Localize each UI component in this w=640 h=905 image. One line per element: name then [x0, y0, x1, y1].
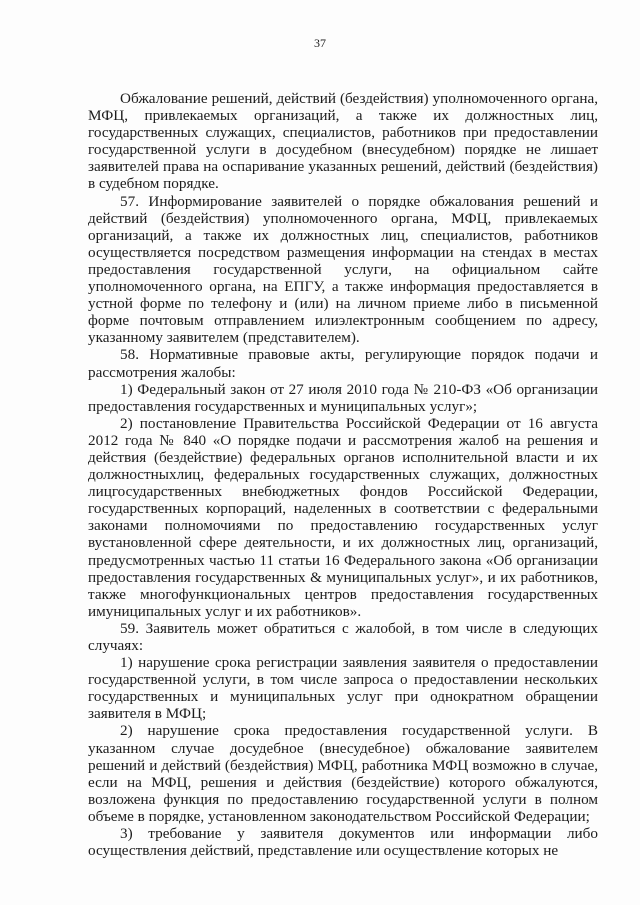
- paragraph-appeal-intro: Обжалование решений, действий (бездействия) уполномоченного органа, МФЦ, привлекаемых организаций, а также их должностных лиц, государственных служащих, специалистов, работников при предоставлении государственной услуги в досудебном (внесудебном) порядке не лишает заявителей права на оспаривание указанных решений, действий (бездействия) в судебном порядке.: [88, 90, 598, 193]
- paragraph-59-item-2: 2) нарушение срока предоставления государственной услуги. В указанном случае досудебное (внесудебное) обжалование заявителем решений и действий (бездействия) МФЦ, работника МФЦ возможно в случае, если на МФЦ, решения и действия (бездействие) которого обжалуются, возложена функция по предоставлению государственной услуги в полном объеме в порядке, установленном законодательством Российской Федерации;: [88, 722, 598, 825]
- paragraph-58-item-1: 1) Федеральный закон от 27 июля 2010 года № 210-ФЗ «Об организации предоставления государственных и муниципальных услуг»;: [88, 380, 598, 415]
- paragraph-57: 57. Информирование заявителей о порядке обжалования решений и действий (бездействия) уполномоченного органа, МФЦ, привлекаемых организаций, а также их должностных лиц, специалистов, работников осуществляется посредством размещения информации на стендах в местах предоставления государственной услуги, на официальном сайте уполномоченного органа, на ЕПГУ, а также информация предоставляется в устной форме по телефону и (или) на личном приеме либо в письменной форме почтовым отправлением илиэлектронным сообщением по адресу, указанному заявителем (представителем).: [88, 192, 598, 347]
- paragraph-59: 59. Заявитель может обратиться с жалобой, в том числе в следующих случаях:: [88, 619, 598, 654]
- paragraph-58-item-2: 2) постановление Правительства Российской Федерации от 16 августа 2012 года № 840 «О порядке подачи и рассмотрения жалоб на решения и действия (бездействие) федеральных органов исполнительной власти и их должностныхлиц, федеральных государственных служащих, должностных лицгосударственных внебюджетных фондов Российской Федерации, государственных корпораций, наделенных в соответствии с федеральными законами полномочиями по предоставлению государственных услуг вустановленной сфере деятельности, и их должностных лиц, организаций, предусмотренных частью 11 статьи 16 Федерального закона «Об организации предоставления государственных & муниципальных услуг», и их работников, также многофункциональных центров предоставления государственных имуниципальных услуг и их работников».: [88, 414, 598, 620]
- page-number: 37: [314, 36, 326, 50]
- document-body: [88, 90, 598, 859]
- paragraph-58: 58. Нормативные правовые акты, регулирующие порядок подачи и рассмотрения жалобы:: [88, 346, 598, 381]
- paragraph-59-item-3: 3) требование у заявителя документов или информации либо осуществления действий, представление или осуществление которых не: [88, 825, 598, 860]
- paragraph-59-item-1: 1) нарушение срока регистрации заявления заявителя о предоставлении государственной услуги, в том числе запроса о предоставлении нескольких государственных и муниципальных услуг при однократном обращении заявителя в МФЦ;: [88, 654, 598, 723]
